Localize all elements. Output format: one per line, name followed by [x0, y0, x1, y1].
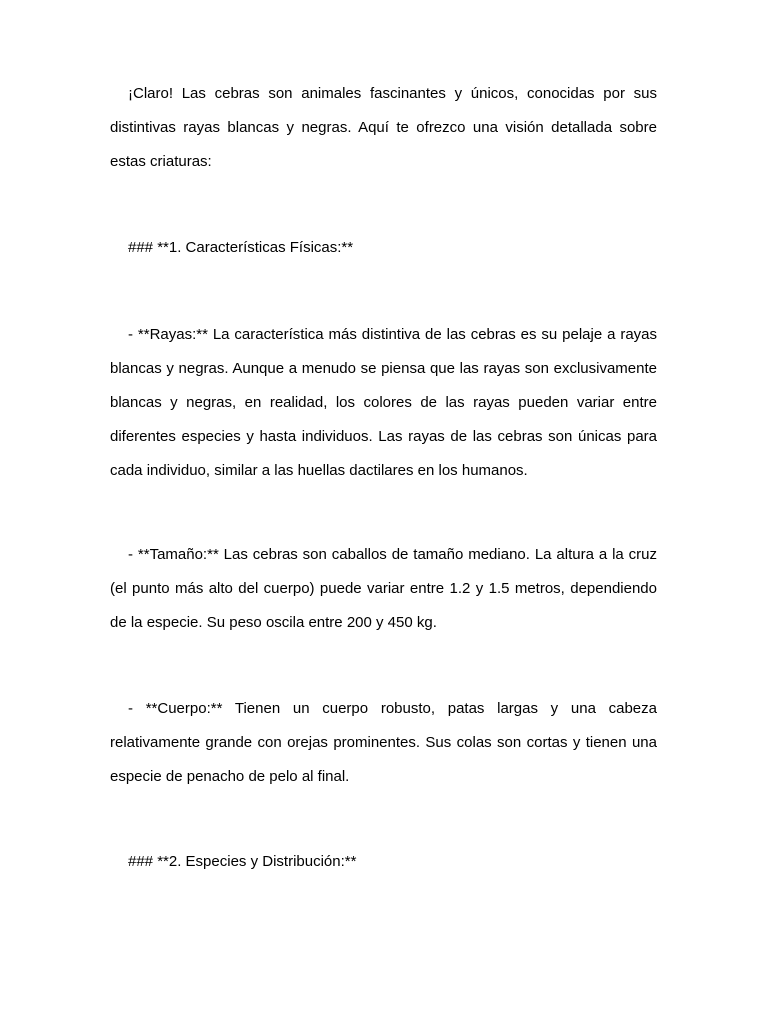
section-heading-especies: ### **2. Especies y Distribución:**	[128, 853, 357, 870]
cuerpo-paragraph: - **Cuerpo:** Tienen un cuerpo robusto, patas largas y una cabeza relativamente grande con orejas prominentes. Sus colas son cortas y tienen una especie de penacho de pelo al final.	[110, 700, 657, 785]
intro-paragraph: ¡Claro! Las cebras son animales fascinantes y únicos, conocidas por sus distintivas rayas blancas y negras. Aquí te ofrezco una visión detallada sobre estas criaturas:	[110, 85, 657, 170]
section-heading-caracteristicas: ### **1. Características Físicas:**	[128, 239, 354, 256]
rayas-paragraph: - **Rayas:** La característica más distintiva de las cebras es su pelaje a rayas blancas y negras. Aunque a menudo se piensa que las rayas son exclusivamente blancas y negras, en realidad, los colores de las rayas pueden variar entre diferentes especies y hasta individuos. Las rayas de las cebras son únicas para cada individuo, similar a las huellas dactilares en los humanos.	[110, 326, 657, 479]
tamano-paragraph: - **Tamaño:** Las cebras son caballos de tamaño mediano. La altura a la cruz (el punto más alto del cuerpo) puede variar entre 1.2 y 1.5 metros, dependiendo de la especie. Su peso oscila entre 200 y 450 kg.	[110, 546, 657, 631]
